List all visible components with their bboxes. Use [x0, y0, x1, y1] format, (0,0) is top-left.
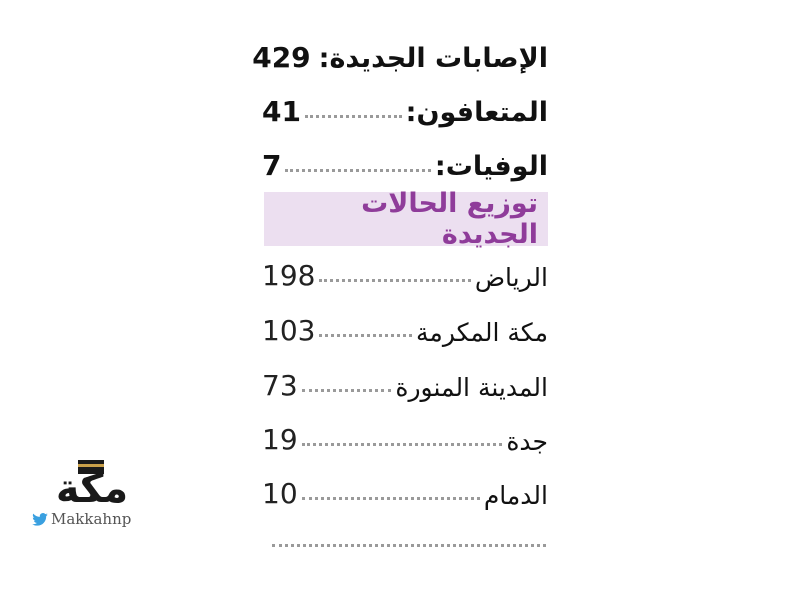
city-row-jeddah	[262, 410, 548, 454]
city-row-riyadh	[262, 246, 548, 290]
summary-label: الإصابات الجديدة:	[318, 43, 548, 74]
section-header	[264, 188, 548, 250]
city-value: 198	[262, 259, 316, 292]
city-name: الدمام	[483, 481, 548, 510]
city-name: المدينة المنورة	[395, 373, 548, 402]
dotted-leader	[305, 115, 402, 118]
dotted-leader	[302, 389, 392, 392]
logo-wordmark: مكة	[55, 466, 129, 512]
city-value: 103	[262, 314, 316, 347]
summary-label: المتعافون:	[405, 97, 548, 128]
twitter-handle-text: Makkahnp	[51, 510, 132, 528]
city-value: 73	[262, 369, 298, 402]
dotted-leader	[285, 169, 430, 172]
city-name: جدة	[506, 427, 548, 456]
section-title: توزيع الحالات الجديدة	[361, 188, 538, 250]
summary-row-deaths	[262, 136, 548, 180]
summary-value: 429	[252, 41, 311, 74]
twitter-handle[interactable]	[32, 510, 131, 528]
city-row-madinah	[262, 356, 548, 400]
summary-value: 41	[262, 95, 301, 128]
summary-row-recovered	[262, 82, 548, 126]
city-row-makkah	[262, 301, 548, 345]
makkah-logo	[30, 458, 154, 528]
dotted-leader	[319, 334, 412, 337]
twitter-bird-icon	[32, 513, 48, 526]
summary-value: 7	[262, 149, 282, 182]
city-row-dammam	[262, 464, 548, 508]
summary-row-new-cases	[252, 28, 548, 74]
dotted-leader	[302, 497, 480, 500]
city-value: 10	[262, 477, 298, 510]
closing-dotted-line	[272, 544, 546, 547]
dotted-leader	[319, 279, 470, 282]
dotted-leader	[302, 443, 503, 446]
summary-label: الوفيات:	[434, 151, 548, 182]
city-value: 19	[262, 423, 298, 456]
city-name: الرياض	[474, 263, 548, 292]
city-name: مكة المكرمة	[416, 318, 548, 347]
